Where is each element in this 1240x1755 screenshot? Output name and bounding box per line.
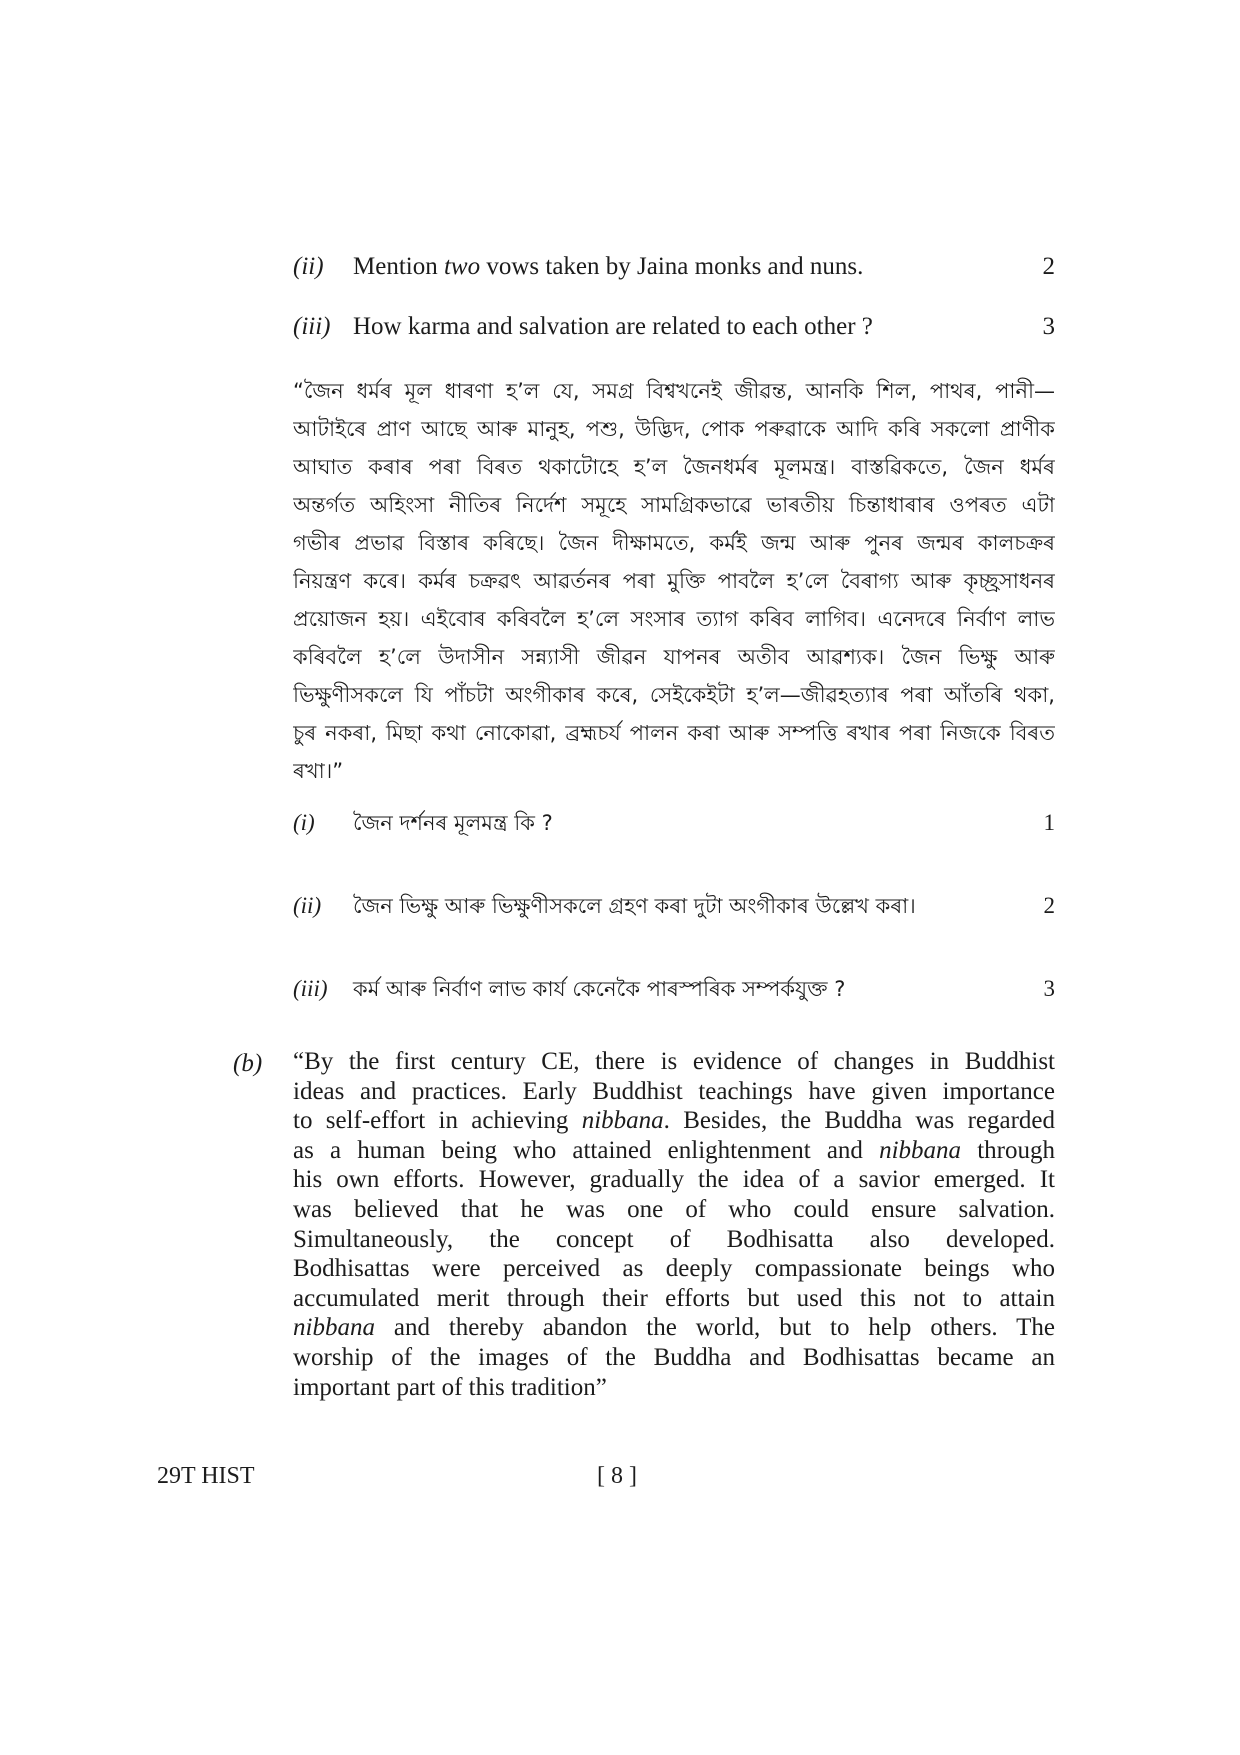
question-text-part: vows taken by Jaina monks and nuns. [480,253,864,280]
question-marks: 3 [1042,313,1055,340]
question-number: (i) [293,810,315,835]
question-text: How karma and salvation are related to each other ? [353,313,873,340]
question-number: (ii) [293,253,324,280]
passage-line: নিয়ন্ত্ৰণ কৰে। কৰ্মৰ চক্ৰৱৎ আৱৰ্তনৰ পৰা মুক্তি পাবলৈ হ’লে বৈৰাগ্য আৰু কৃচ্ছ্ৰসাধনৰ [293,569,1055,593]
question-text-part: Mention [353,253,444,280]
passage-line: চুৰ নকৰা, মিছা কথা নোকোৱা, ব্ৰহ্মচৰ্য পালন কৰা আৰু সম্পত্তি ৰখাৰ পৰা নিজকে বিৰত [293,721,1055,745]
assamese-passage [293,372,1055,790]
question-text [353,252,1025,282]
passage-text: Bodhisattas were perceived as deeply compassionate beings who [293,1255,1055,1283]
question-text: জৈন দৰ্শনৰ মূলমন্ত্ৰ কি ? [353,811,553,835]
english-passage [293,1047,1055,1402]
passage-line [293,1373,1055,1403]
question-a-iii-as [293,974,1055,1004]
passage-text: . Besides, the Buddha was regarded [663,1107,1056,1135]
question-a-ii-as [293,891,1055,921]
passage-line: গভীৰ প্ৰভাৱ বিস্তাৰ কৰিছে। জৈন দীক্ষামতে, কৰ্মই জন্ম আৰু পুনৰ জন্মৰ কালচক্ৰৰ [293,531,1055,555]
passage-text: important part of this tradition” [293,1373,607,1401]
passage-text: accumulated merit through their efforts but used this not to attain [293,1284,1055,1312]
passage-line: কৰিবলৈ হ’লে উদাসীন সন্ন্যাসী জীৱন যাপনৰ অতীব আৱশ্যক। জৈন ভিক্ষু আৰু [293,645,1055,669]
passage-line: অন্তৰ্গত অহিংসা নীতিৰ নিৰ্দেশ সমূহে সামগ্ৰিকভাৱে ভাৰতীয় চিন্তাধাৰাৰ ওপৰত এটা [293,493,1055,517]
page-number: [ 8 ] [597,1463,637,1489]
question-a-ii-en [293,252,1055,282]
passage-line [293,1343,1055,1373]
passage-text: was believed that he was one of who could ensure salvation. [293,1195,1055,1223]
question-marks: 1 [1043,810,1055,835]
passage-text: worship of the images of the Buddha and Bodhisattas became an [293,1343,1055,1371]
passage-line [293,1047,1055,1077]
passage-text: through [961,1136,1055,1164]
question-marks: 2 [1043,893,1055,918]
passage-line [293,1106,1055,1136]
passage-line: “জৈন ধৰ্মৰ মূল ধাৰণা হ’ল যে, সমগ্ৰ বিশ্বখনেই জীৱন্ত, আনকি শিল, পাথৰ, পানী— [293,379,1055,403]
passage-line: প্ৰয়োজন হয়। এইবোৰ কৰিবলৈ হ’লে সংসাৰ ত্যাগ কৰিব লাগিব। এনেদৰে নিৰ্বাণ লাভ [293,607,1055,631]
passage-line [293,1136,1055,1166]
question-a-i-as [293,808,1055,838]
passage-line [293,1313,1055,1343]
italic-term: nibbana [879,1136,962,1164]
passage-text: to self-effort in achieving [293,1107,582,1135]
passage-line [293,1165,1055,1195]
passage-line [293,1254,1055,1284]
passage-line: ভিক্ষুণীসকলে যি পাঁচটা অংগীকাৰ কৰে, সেইকেইটা হ’ল—জীৱহত্যাৰ পৰা আঁতৰি থকা, [293,683,1055,707]
passage-text: as a human being who attained enlightenment and [293,1136,880,1164]
passage-text: Simultaneously, the concept of Bodhisatta also developed. [293,1225,1055,1253]
passage-text: ideas and practices. Early Buddhist teachings have given importance [293,1077,1055,1105]
passage-text: and thereby abandon the world, but to help others. The [374,1314,1055,1342]
question-number: (iii) [293,313,331,340]
question-text: জৈন ভিক্ষু আৰু ভিক্ষুণীসকলে গ্ৰহণ কৰা দুটা অংগীকাৰ উল্লেখ কৰা। [353,894,916,918]
passage-line: আঘাত কৰাৰ পৰা বিৰত থকাটোহে হ’ল জৈনধৰ্মৰ মূলমন্ত্ৰ। বাস্তৱিকতে, জৈন ধৰ্মৰ [293,455,1055,479]
question-text: কৰ্ম আৰু নিৰ্বাণ লাভ কাৰ্য কেনেকৈ পাৰস্পৰিক সম্পৰ্কযুক্ত ? [353,977,846,1001]
passage-line: ৰখা।” [293,759,344,783]
passage-line [293,1284,1055,1314]
italic-term: nibbana [581,1107,664,1135]
passage-line [293,1225,1055,1255]
section-b-label: (b) [233,1050,263,1077]
paper-code: 29T HIST [157,1463,255,1489]
question-text-emphasis: two [443,253,481,280]
passage-line: আটাইৰে প্ৰাণ আছে আৰু মানুহ, পশু, উদ্ভিদ, পোক পৰুৱাকে আদি কৰি সকলো প্ৰাণীক [293,417,1055,441]
question-a-iii-en [293,312,1055,342]
question-marks: 3 [1043,976,1055,1001]
question-marks: 2 [1042,253,1055,280]
question-number: (iii) [293,976,328,1001]
italic-term: nibbana [293,1314,375,1342]
passage-text: his own efforts. However, gradually the idea of a savior emerged. It [293,1166,1055,1194]
question-number: (ii) [293,893,322,918]
passage-text: “By the first century CE, there is evidence of changes in Buddhist [293,1048,1055,1075]
passage-line [293,1195,1055,1225]
passage-line [293,1077,1055,1107]
